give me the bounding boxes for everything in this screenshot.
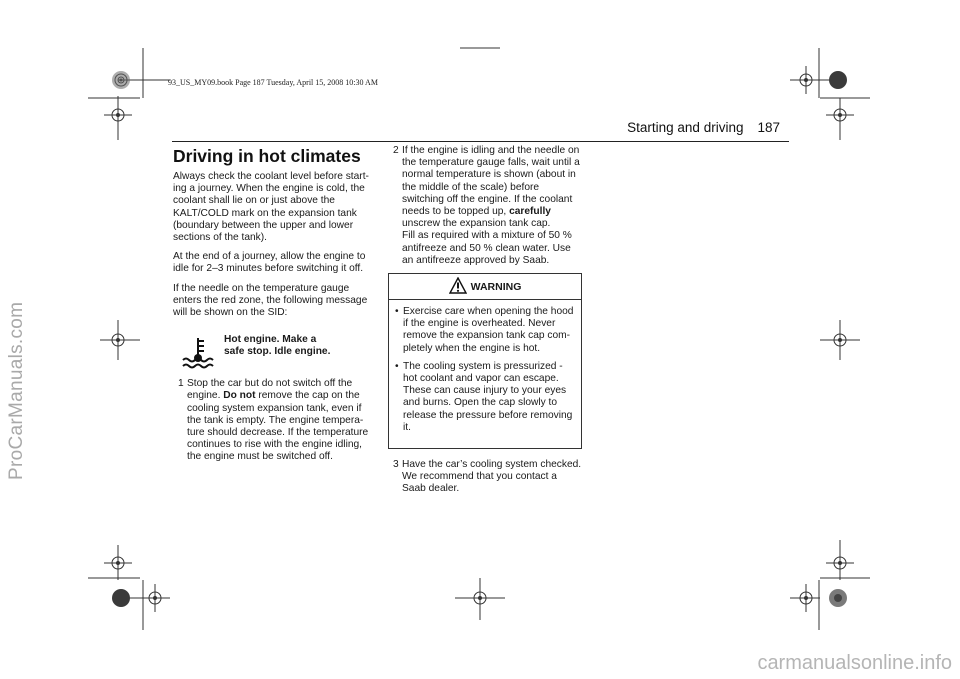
step-1 <box>173 378 369 463</box>
intro-paragraph-3: If the needle on the temperature gauge enters the red zone, the following message will be shown on the SID: <box>173 282 368 319</box>
intro-paragraph-2: At the end of a journey, allow the engine to idle for 2–3 minutes before switching it off. <box>173 251 366 275</box>
step-number: 3 <box>393 459 399 471</box>
sid-message-text <box>224 334 330 358</box>
bullet-icon: • <box>395 306 399 318</box>
step-emphasis: Do not <box>223 390 256 402</box>
left-column <box>173 145 369 470</box>
step-text: If the engine is idling and the needle on the temperature gauge falls, wait until a normal temperature is shown (about in the middle of the scale) before switching off the engine. If the coolant needs to be topped up, <box>402 145 580 218</box>
sid-message <box>173 326 369 378</box>
watermark-bottom: carmanualsonline.info <box>757 652 952 674</box>
warning-item-text: The cooling system is pressurized - hot coolant and vapor can escape. These can cause injury to your eyes and burns. Open the cap slowly to release the pressure before removing it. <box>403 360 573 433</box>
book-file-info: 93_US_MY09.book Page 187 Tuesday, April 15, 2008 10:30 AM <box>168 78 378 87</box>
step-2 <box>388 145 582 267</box>
warning-item-text: Exercise care when opening the hood if the engine is overheated. Never remove the expansion tank cap com-pletely when the engine is hot. <box>403 306 574 354</box>
sid-message-line-2: safe stop. Idle engine. <box>224 346 331 358</box>
warning-box <box>388 273 582 449</box>
step-text: remove the cap on the cooling system expansion tank, even if the tank is empty. The engine tempera-ture should decrease. If the temperature continues to rise with the engine idling, the engine must be switched off. <box>187 390 369 463</box>
warning-item <box>395 361 575 434</box>
warning-heading: WARNING <box>470 281 522 294</box>
bullet-icon: • <box>395 360 399 372</box>
warning-header <box>389 274 581 300</box>
step-text: unscrew the expansion tank cap. <box>402 218 551 230</box>
right-column <box>388 145 582 502</box>
coolant-temperature-icon <box>181 336 215 370</box>
sid-message-line-1: Hot engine. Make a <box>224 334 317 346</box>
section-title: Starting and driving <box>627 120 744 135</box>
page-number: 187 <box>757 120 780 135</box>
step-text: Fill as required with a mixture of 50 % antifreeze and 50 % clean water. Use an antifreeze approved by Saab. <box>402 230 572 266</box>
step-3 <box>388 459 582 496</box>
watermark-left-text: ProCarManuals.com <box>6 301 27 480</box>
running-head <box>600 120 780 135</box>
warning-triangle-icon <box>449 277 467 294</box>
intro-paragraph-1: Always check the coolant level before start-ing a journey. When the engine is cold, the coolant shall lie on or just above the KALT/COLD mark on the expansion tank (boundary between the upper and lower sections of the tank). <box>173 171 369 244</box>
step-number: 1 <box>178 378 184 390</box>
step-number: 2 <box>393 145 399 156</box>
warning-list <box>389 300 581 448</box>
step-text: Have the car’s cooling system checked. We recommend that you contact a Saab dealer. <box>402 459 582 495</box>
warning-item <box>395 306 575 355</box>
header-rule <box>172 141 789 142</box>
step-emphasis: carefully <box>509 206 551 218</box>
step-text: Stop the car but do not switch off the engine. <box>187 378 353 402</box>
page-title: Driving in hot climates <box>173 146 361 166</box>
